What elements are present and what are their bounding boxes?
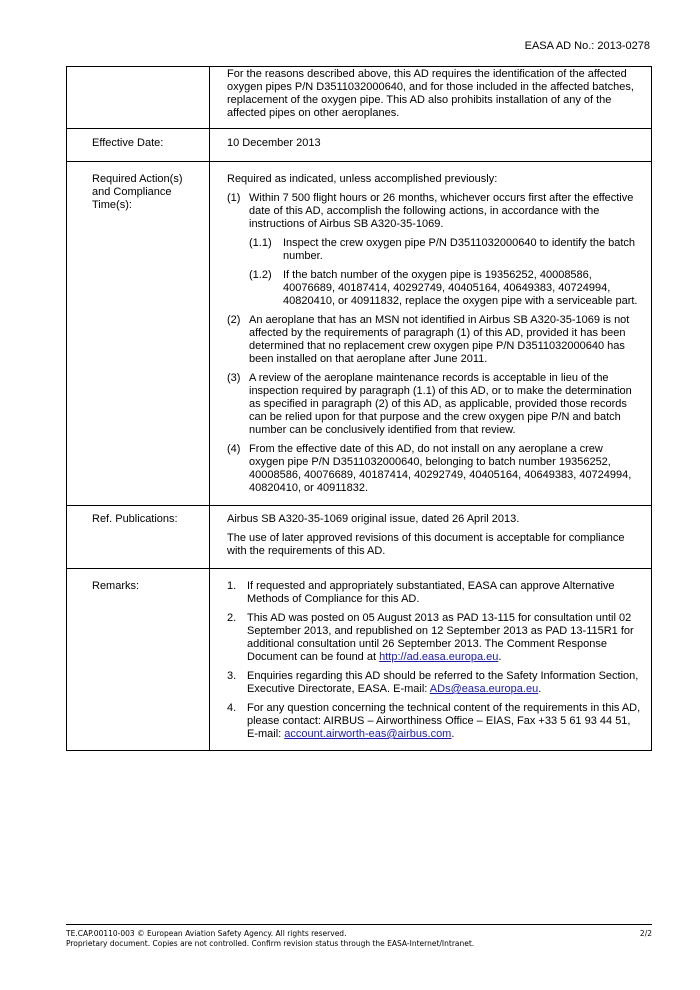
- item-number: (2): [227, 314, 241, 326]
- required-item: [227, 192, 641, 231]
- remark-item: [227, 702, 641, 741]
- remarks-value-cell: [210, 569, 652, 751]
- ref-publications-row: [67, 506, 652, 569]
- ref-publication-text: Airbus SB A320-35-1069 original issue, dated 26 April 2013.: [227, 513, 520, 525]
- remark-text-container: [247, 670, 641, 696]
- item-number: (1): [227, 192, 241, 204]
- subitem-number: (1.1): [249, 237, 272, 249]
- page-number: 2/2: [639, 929, 652, 938]
- ref-publications-label-cell: [67, 506, 210, 569]
- remark-text: Enquiries regarding this AD should be referred to the Safety Information Section, Executive Directorate, EASA. E-mail:: [247, 670, 639, 695]
- remark-text-container: [247, 612, 641, 664]
- effective-date-label-cell: [67, 129, 210, 162]
- effective-date-row: [67, 129, 652, 162]
- footer-copyright: TE.CAP.00110-003 © European Aviation Safety Agency. All rights reserved.: [66, 929, 347, 938]
- item-number: (3): [227, 372, 241, 384]
- remarks-label: Remarks:: [92, 580, 140, 592]
- period: .: [451, 728, 455, 740]
- remark-number: 2.: [227, 612, 237, 624]
- remark-number: 1.: [227, 580, 237, 592]
- required-subitem: [227, 269, 641, 308]
- required-intro: Required as indicated, unless accomplished previously:: [227, 173, 498, 185]
- ad-table: [66, 66, 652, 751]
- remark-text: If requested and appropriately substantiated, EASA can approve Alternative Methods of Compliance for this AD.: [247, 580, 615, 605]
- ref-publications-label: Ref. Publications:: [92, 513, 178, 525]
- ad-number-header: EASA AD No.: 2013-0278: [524, 40, 650, 52]
- remark-text-container: [247, 702, 641, 741]
- footer-disclaimer: Proprietary document. Copies are not controlled. Confirm revision status through the EASA-Internet/Intranet.: [66, 939, 475, 948]
- page-footer: [66, 924, 652, 949]
- easa-email-link[interactable]: ADs@easa.europa.eu: [429, 683, 539, 695]
- required-actions-label-cell: [67, 162, 210, 506]
- remark-text: For any question concerning the technical content of the requirements in this AD, please contact: AIRBUS – Airworthiness Office – EIAS, Fax +33 5 61 93 44 51, E-mail:: [247, 702, 641, 740]
- intro-text: For the reasons described above, this AD requires the identification of the affected oxygen pipes P/N D3511032000640, and for those included in the affected batches, replacement of the oxygen pipe. This AD also prohibits installation of any of the affected pipes on other aeroplanes.: [227, 68, 634, 119]
- remark-number: 3.: [227, 670, 237, 682]
- required-item: [227, 443, 641, 495]
- intro-value-cell: [210, 67, 652, 129]
- required-actions-label: Required Action(s) and Compliance Time(s):: [92, 173, 183, 211]
- remark-item: [227, 580, 641, 606]
- remark-number: 4.: [227, 702, 237, 714]
- subitem-text: Inspect the crew oxygen pipe P/N D3511032000640 to identify the batch number.: [283, 237, 636, 262]
- period: .: [538, 683, 542, 695]
- remark-item: [227, 612, 641, 664]
- required-item: [227, 314, 641, 366]
- subitem-text: If the batch number of the oxygen pipe is 19356252, 40008586, 40076689, 40187414, 40292749, 40405164, 40649383, 40724994, 40820410, or 40911832, replace the oxygen pipe with a serviceable part.: [283, 269, 638, 307]
- remarks-row: [67, 569, 652, 751]
- required-subitem: [227, 237, 641, 263]
- intro-row: [67, 67, 652, 129]
- period: .: [498, 651, 502, 663]
- remark-item: [227, 670, 641, 696]
- subitem-number: (1.2): [249, 269, 272, 281]
- item-text: From the effective date of this AD, do not install on any aeroplane a crew oxygen pipe P/N D3511032000640, belonging to batch number 19356252, 40008586, 40076689, 40187414, 40292749, 40405164, 40649383, 40724994, 40820410, or 40911832.: [249, 443, 632, 494]
- ref-publication-note: The use of later approved revisions of this document is acceptable for compliance with the requirements of this AD.: [227, 532, 625, 557]
- intro-label-cell: [67, 67, 210, 129]
- item-text: Within 7 500 flight hours or 26 months, whichever occurs first after the effective date of this AD, accomplish the following actions, in accordance with the instructions of Airbus SB A320-35-1069.: [249, 192, 634, 230]
- item-text: An aeroplane that has an MSN not identified in Airbus SB A320-35-1069 is not affected by the requirements of paragraph (1) of this AD, provided it has been determined that no replacement crew oxygen pipe P/N D3511032000640 has been installed on that aeroplane after June 2011.: [249, 314, 630, 365]
- item-text: A review of the aeroplane maintenance records is acceptable in lieu of the inspection required by paragraph (1.1) of this AD, or to make the determination as specified in paragraph (2) of this AD, as applicable, provided those records can be relied upon for that purpose and the crew oxygen pipe P/N and batch number can be conclusively identified from that review.: [249, 372, 632, 436]
- ref-publications-value-cell: [210, 506, 652, 569]
- airbus-email-link[interactable]: account.airworth-eas@airbus.com: [284, 728, 452, 740]
- required-actions-row: [67, 162, 652, 506]
- required-item: [227, 372, 641, 437]
- effective-date-value: 10 December 2013: [227, 137, 321, 149]
- item-number: (4): [227, 443, 241, 455]
- required-actions-value-cell: [210, 162, 652, 506]
- remark-text: This AD was posted on 05 August 2013 as PAD 13-115 for consultation until 02 September 2013, and republished on 12 September 2013 as PAD 13-115R1 for additional consultation until 26 September 2013. The Comment Response Document can be found at: [247, 612, 634, 663]
- remarks-label-cell: [67, 569, 210, 751]
- effective-date-value-cell: [210, 129, 652, 162]
- effective-date-label: Effective Date:: [92, 137, 164, 149]
- easa-ad-website-link[interactable]: http://ad.easa.europa.eu: [379, 651, 499, 663]
